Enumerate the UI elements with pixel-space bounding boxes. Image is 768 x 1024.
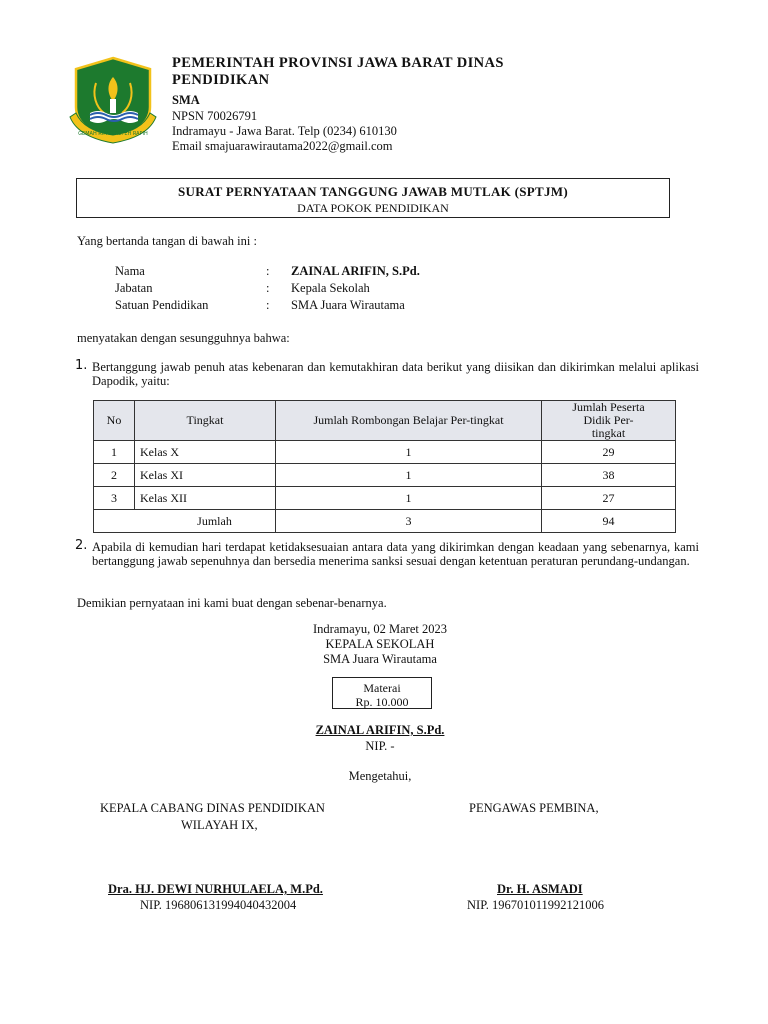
table-row <box>94 487 676 510</box>
total-peserta: 94 <box>542 510 676 533</box>
table-total-row <box>94 510 676 533</box>
school-name: SMA <box>172 93 200 107</box>
address: Indramayu - Jawa Barat. Telp (0234) 610130 <box>172 124 397 138</box>
table-header-row <box>94 401 676 441</box>
statement-text: menyatakan dengan sesungguhnya bahwa: <box>77 331 290 345</box>
point-text: Apabila di kemudian hari terdapat ketidaksesuaian antara data yang dikirimkan dengan keadaan yang sebenarnya, kami bertanggung jawab sepenuhnya dan bersedia menerima sanksi sesuai dengan ketentuan peraturan perundang-undangan. <box>92 540 699 568</box>
left-signer-title: KEPALA CABANG DINAS PENDIDIKAN <box>100 801 325 815</box>
materai-stamp-box <box>332 677 432 709</box>
header-no: No <box>94 401 135 441</box>
acknowledged-text: Mengetahui, <box>348 769 412 783</box>
cell-no: 2 <box>94 464 135 487</box>
place-date: Indramayu, 02 Maret 2023 <box>313 622 447 636</box>
identity-label-position: Jabatan <box>115 281 153 295</box>
header-rombel: Jumlah Rombongan Belajar Per-tingkat <box>276 401 542 441</box>
document-title: SURAT PERNYATAAN TANGGUNG JAWAB MUTLAK (SPTJM) <box>178 184 568 199</box>
signer-position: KEPALA SEKOLAH <box>325 637 435 651</box>
cell-rombel: 1 <box>276 487 542 510</box>
signer-school: SMA Juara Wirautama <box>323 652 437 666</box>
cell-tingkat: Kelas XI <box>135 464 276 487</box>
government-title: PEMERINTAH PROVINSI JAWA BARAT DINAS PENDIDIKAN <box>172 55 504 88</box>
intro-text: Yang bertanda tangan di bawah ini : <box>77 234 257 248</box>
header-tingkat: Tingkat <box>135 401 276 441</box>
closing-text: Demikian pernyataan ini kami buat dengan sebenar-benarnya. <box>77 596 387 610</box>
west-java-emblem-logo <box>66 55 160 145</box>
cell-tingkat: Kelas XII <box>135 487 276 510</box>
identity-label-unit: Satuan Pendidikan <box>115 298 209 312</box>
cell-rombel: 1 <box>276 441 542 464</box>
identity-label-name: Nama <box>115 264 145 278</box>
identity-colon: : <box>266 264 270 278</box>
point-number: 1. <box>75 358 88 373</box>
identity-value-position: Kepala Sekolah <box>291 281 370 295</box>
total-label: Jumlah <box>94 510 276 533</box>
cell-rombel: 1 <box>276 464 542 487</box>
left-signer-title-line2: WILAYAH IX, <box>181 818 258 832</box>
cell-no: 1 <box>94 441 135 464</box>
table-row <box>94 464 676 487</box>
left-signer-name-text: Dra. HJ. DEWI NURHULAELA, M.Pd. <box>108 882 323 896</box>
logo-motto: GEMAH RIPAH REPEH RAPIH <box>78 131 148 137</box>
email: Email smajuarawirautama2022@gmail.com <box>172 139 393 153</box>
materai-label: Materai <box>363 681 401 695</box>
header-peserta: Jumlah Peserta Didik Per-tingkat <box>542 401 676 441</box>
data-table <box>93 400 676 533</box>
npsn: NPSN 70026791 <box>172 109 258 123</box>
identity-value-name: ZAINAL ARIFIN, S.Pd. <box>291 264 420 278</box>
table-row <box>94 441 676 464</box>
document-title-box <box>76 178 670 218</box>
left-signer-nip: NIP. 196806131994040432004 <box>140 898 297 912</box>
right-signer-name <box>497 882 583 897</box>
right-signer-title: PENGAWAS PEMBINA, <box>469 801 599 815</box>
right-signer-nip: NIP. 196701011992121006 <box>467 898 605 912</box>
cell-peserta: 38 <box>542 464 676 487</box>
cell-peserta: 29 <box>542 441 676 464</box>
signer-name <box>230 723 530 738</box>
cell-no: 3 <box>94 487 135 510</box>
point-text: Bertanggung jawab penuh atas kebenaran dan kemutakhiran data berikut yang diisikan dan dikirimkan melalui aplikasi Dapodik, yaitu: <box>92 360 699 388</box>
cell-peserta: 27 <box>542 487 676 510</box>
signer-name-text: ZAINAL ARIFIN, S.Pd. <box>315 723 445 737</box>
document-subtitle: DATA POKOK PENDIDIKAN <box>297 201 449 215</box>
signer-nip: NIP. - <box>365 739 395 753</box>
cell-tingkat: Kelas X <box>135 441 276 464</box>
right-signer-name-text: Dr. H. ASMADI <box>497 882 583 896</box>
point-number: 2. <box>75 538 88 553</box>
materai-value: Rp. 10.000 <box>355 695 409 709</box>
left-signer-name <box>108 882 323 897</box>
total-rombel: 3 <box>276 510 542 533</box>
identity-colon: : <box>266 281 270 295</box>
identity-value-unit: SMA Juara Wirautama <box>291 298 405 312</box>
identity-colon: : <box>266 298 270 312</box>
